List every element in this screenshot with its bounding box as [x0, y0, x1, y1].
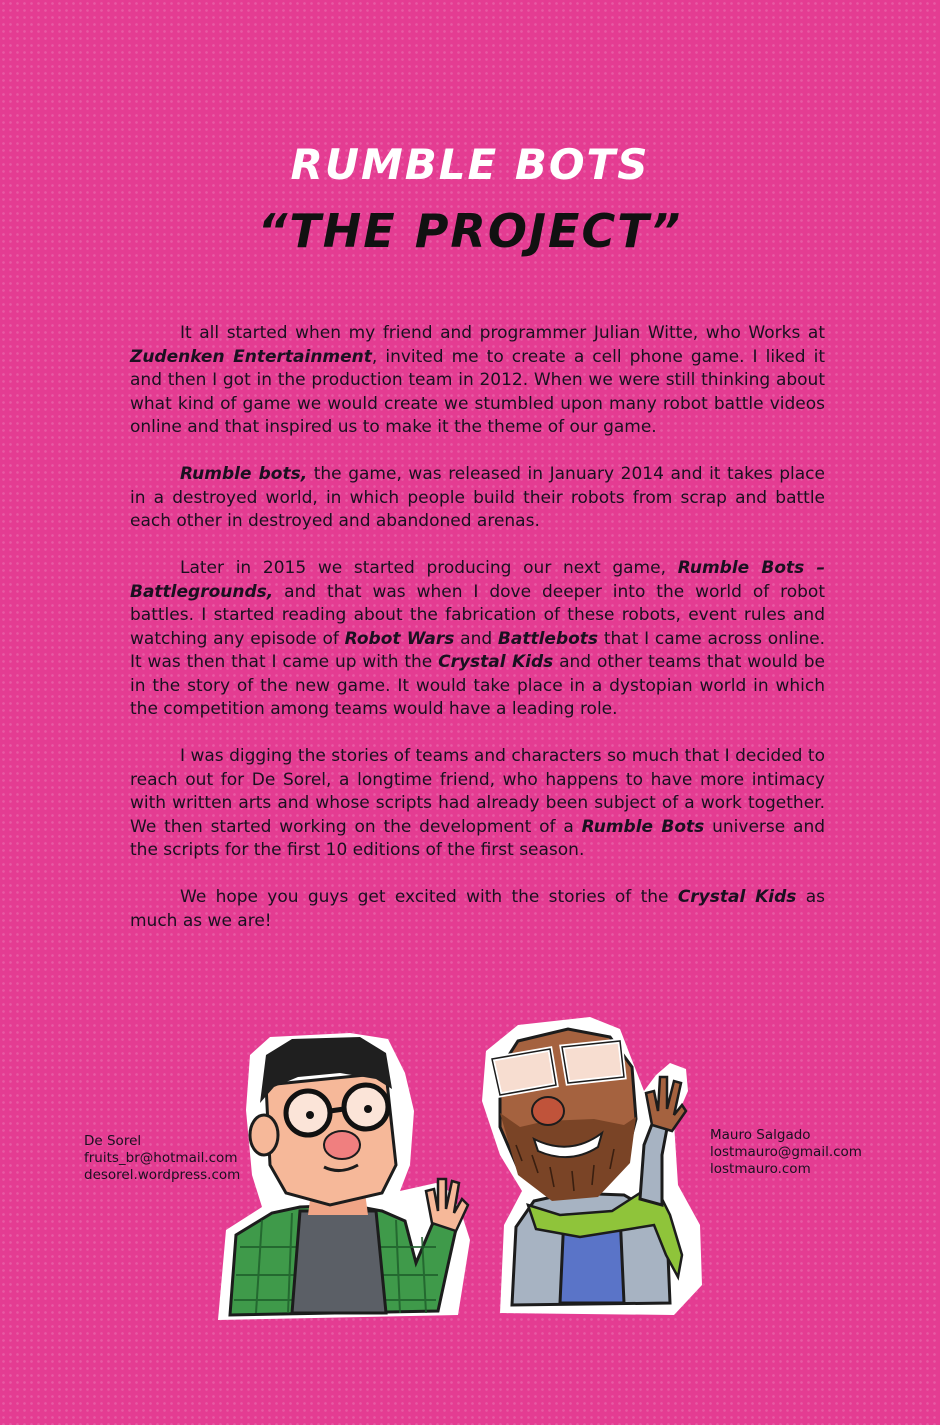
text-run: and — [454, 628, 498, 649]
credit-website: desorel.wordpress.com — [84, 1167, 241, 1183]
paragraph-3 — [130, 557, 825, 722]
show-title: Battlebots — [497, 628, 599, 649]
credit-mauro-salgado — [710, 1127, 862, 1178]
text-run: as much as we are! — [130, 887, 825, 931]
caricature-de-sorel — [218, 1033, 470, 1320]
credit-name: De Sorel — [84, 1133, 142, 1149]
team-name: Crystal Kids — [438, 652, 554, 672]
author-caricatures-illustration — [200, 1015, 730, 1345]
caricature-mauro-salgado — [482, 1017, 702, 1315]
credit-email: fruits_br@hotmail.com — [84, 1150, 238, 1166]
text-run: I was digging the stories of teams and characters so much that I decided to reach out for De Sorel, a longtime friend, who happens to have more intimacy with written arts and whose scripts had already been subject of a work together. We then started working on the development of a — [130, 746, 825, 837]
text-run: , invited me to create a cell phone game. I liked it and then I got in the production team in 2012. When we were still thinking about what kind of game we would create we stumbled upon many robot battle videos online and that inspired us to make it the theme of our game. — [130, 346, 825, 437]
credit-name: Mauro Salgado — [710, 1127, 811, 1143]
text-run: the game, was released in January 2014 and it takes place in a destroyed world, in which people build their robots from scrap and battle each other in destroyed and abandoned arenas. — [130, 464, 825, 531]
game-title: Rumble Bots — [581, 816, 705, 837]
article-body — [130, 322, 825, 957]
text-run: We hope you guys get excited with the stories of the — [180, 887, 678, 907]
paragraph-5 — [130, 886, 825, 933]
text-run: and other teams that would be in the story of the new game. It would take place in a dystopian world in which the competition among teams would have a leading role. — [130, 652, 825, 719]
text-run: that I came across online. It was then that I came up with the — [130, 628, 826, 672]
show-title: Robot Wars — [344, 628, 455, 649]
game-title: Rumble bots, — [180, 464, 308, 484]
text-run: and that was when I dove deeper into the world of robot battles. I started reading about the fabrication of these robots, event rules and watching any episode of — [130, 581, 825, 649]
paragraph-1 — [130, 322, 825, 440]
text-run: Later in 2015 we started producing our next game, — [180, 558, 678, 578]
paragraph-4 — [130, 745, 825, 863]
game-title: Rumble Bots – Battlegrounds, — [130, 558, 825, 602]
title-line-1: RUMBLE BOTS — [290, 140, 650, 189]
company-name: Zudenken Entertainment — [130, 346, 372, 367]
title-line-2: “THE PROJECT” — [257, 204, 683, 258]
paragraph-2 — [130, 463, 825, 534]
credit-website: lostmauro.com — [710, 1161, 811, 1177]
text-run: universe and the scripts for the first 10 editions of the first season. — [130, 816, 826, 860]
credit-email: lostmauro@gmail.com — [710, 1144, 862, 1160]
team-name: Crystal Kids — [677, 887, 797, 907]
text-run: It all started when my friend and programmer Julian Witte, who Works at — [180, 323, 825, 343]
